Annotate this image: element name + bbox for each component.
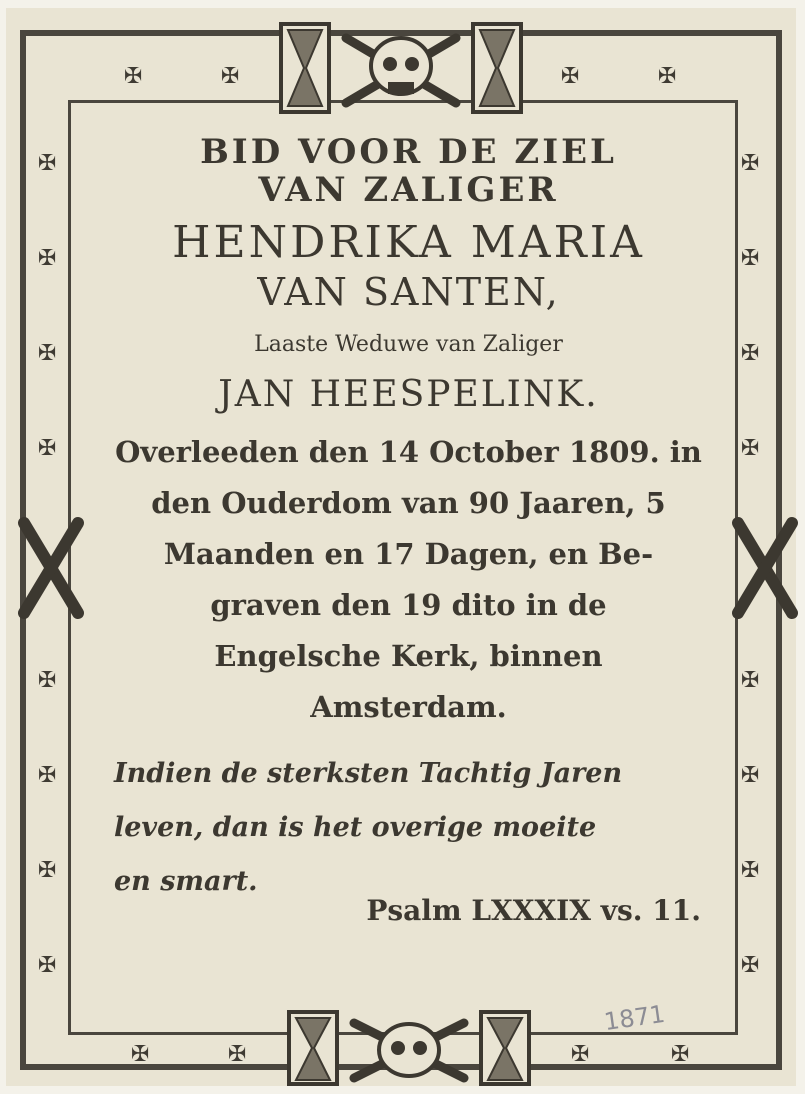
crossed-torches-icon	[730, 503, 800, 633]
widow-line: Laaste Weduwe van Zaliger	[254, 332, 563, 357]
cross-icon: ✠	[38, 151, 57, 176]
cross-icon: ✠	[228, 1042, 247, 1067]
deceased-name: HENDRIKA MARIA	[172, 217, 645, 268]
prayer-heading: BID VOOR DE ZIEL	[200, 132, 617, 172]
detail-line: den Ouderdom van 90 Jaaren, 5	[151, 486, 666, 520]
cross-icon: ✠	[38, 668, 57, 693]
deceased-surname: VAN SANTEN,	[257, 270, 560, 314]
psalm-reference: Psalm LXXXIX vs. 11.	[366, 894, 701, 927]
hourglass-icon	[289, 1012, 337, 1084]
prayer-heading-2: VAN ZALIGER	[258, 170, 559, 210]
cross-icon: ✠	[221, 64, 240, 89]
top-emblem	[276, 18, 526, 118]
detail-line: Maanden en 17 Dagen, en Be-	[163, 537, 654, 571]
cross-icon: ✠	[38, 341, 57, 366]
memorial-card	[6, 8, 796, 1086]
cross-icon: ✠	[741, 246, 760, 271]
cross-icon: ✠	[38, 246, 57, 271]
hourglass-icon	[481, 1012, 529, 1084]
detail-line: Overleeden den 14 October 1809. in	[115, 435, 702, 469]
cross-icon: ✠	[741, 858, 760, 883]
cross-icon: ✠	[741, 151, 760, 176]
cross-icon: ✠	[38, 763, 57, 788]
crossed-torches-icon	[16, 503, 86, 633]
cross-icon: ✠	[561, 64, 580, 89]
verse-line: en smart.	[114, 866, 258, 897]
cross-icon: ✠	[131, 1042, 150, 1067]
hourglass-icon	[473, 24, 521, 112]
cross-icon: ✠	[658, 64, 677, 89]
detail-line: Engelsche Kerk, binnen	[214, 639, 603, 673]
detail-line: graven den 19 dito in de	[210, 588, 607, 622]
handwritten-note: 1871	[602, 999, 667, 1037]
cross-icon: ✠	[741, 341, 760, 366]
skull-crossbones-icon	[346, 38, 456, 103]
bottom-emblem	[284, 1008, 534, 1086]
scripture-verse	[106, 747, 711, 909]
detail-line: Amsterdam.	[310, 690, 507, 724]
cross-icon: ✠	[741, 436, 760, 461]
cross-icon: ✠	[571, 1042, 590, 1067]
cross-icon: ✠	[741, 763, 760, 788]
cross-icon: ✠	[38, 436, 57, 461]
card-text	[106, 133, 711, 931]
cross-icon: ✠	[124, 64, 143, 89]
cross-icon: ✠	[671, 1042, 690, 1067]
cross-icon: ✠	[38, 953, 57, 978]
verse-line: leven, dan is het overige moeite	[114, 812, 597, 843]
cross-icon: ✠	[741, 953, 760, 978]
husband-name: JAN HEESPELINK.	[218, 374, 599, 415]
death-details	[106, 427, 711, 733]
cross-icon: ✠	[741, 668, 760, 693]
cross-icon: ✠	[38, 858, 57, 883]
hourglass-icon	[281, 24, 329, 112]
skull-crossbones-icon	[354, 1023, 464, 1078]
verse-line: Indien de sterksten Tachtig Jaren	[114, 758, 623, 789]
